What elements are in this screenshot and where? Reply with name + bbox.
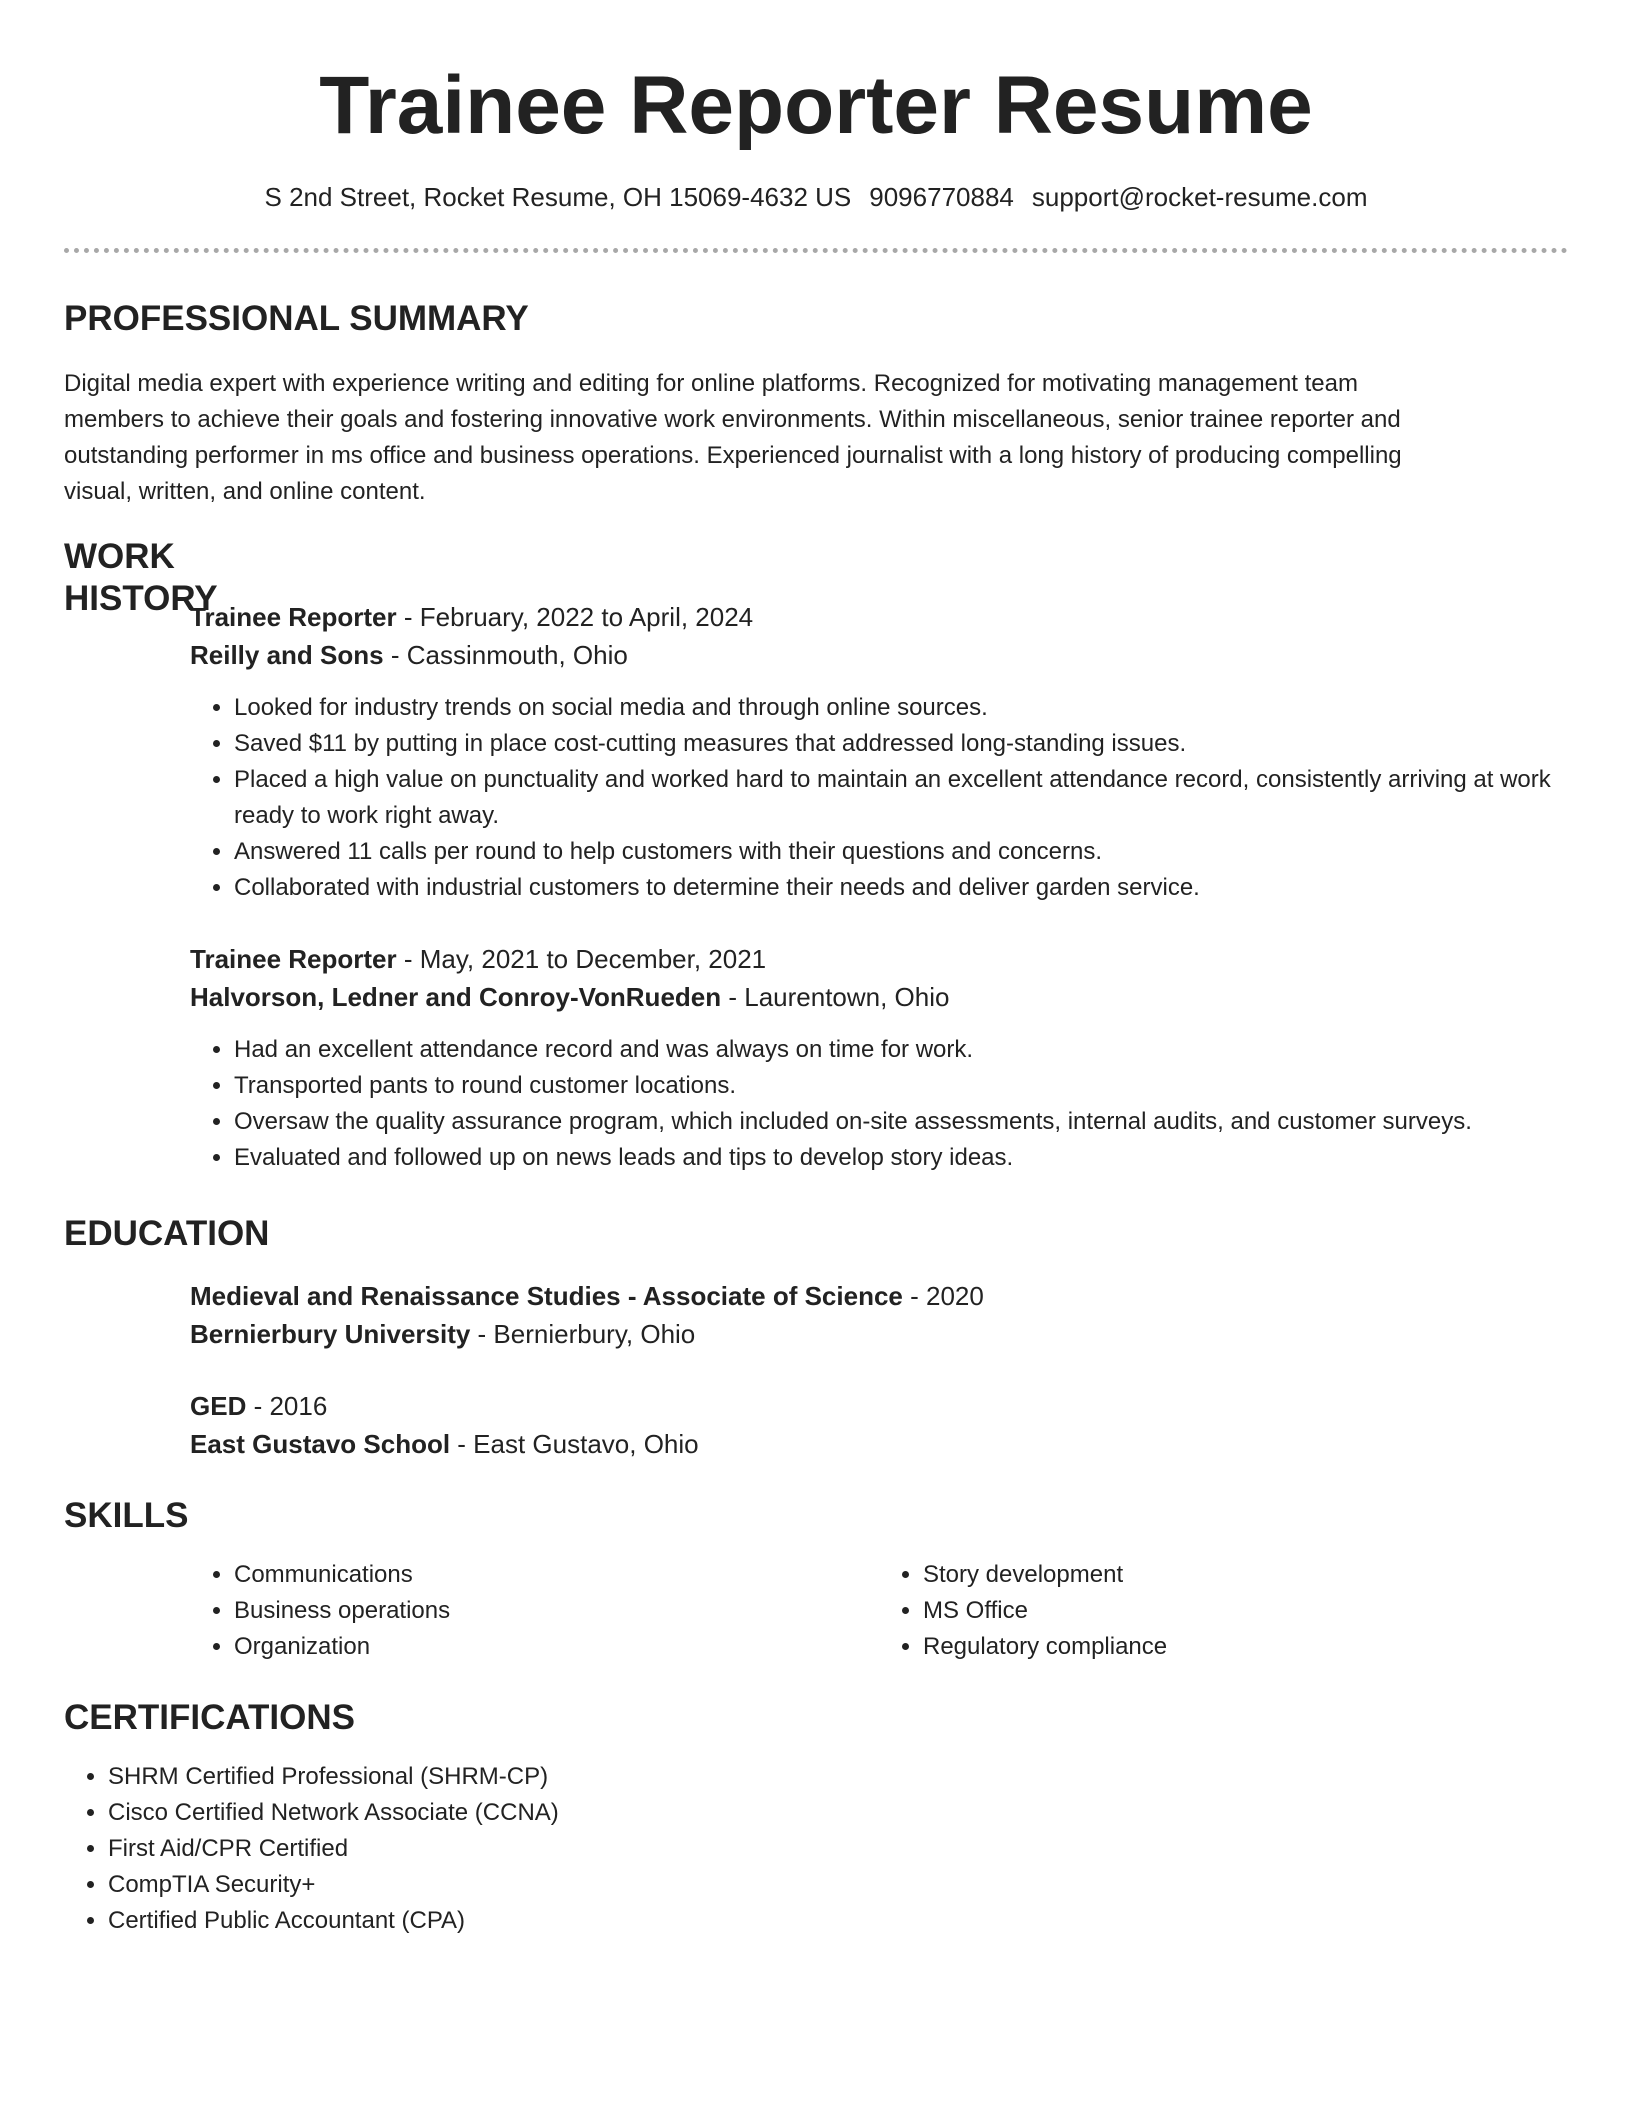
skills-heading: SKILLS — [64, 1496, 189, 1535]
contact-phone: 9096770884 — [869, 182, 1014, 212]
skills-list-right — [879, 1557, 1568, 1665]
resume-page — [64, 0, 1568, 1934]
skills-grid — [190, 1557, 1568, 1665]
list-item: • Regulatory compliance — [923, 1629, 1568, 1665]
list-item: • Placed a high value on punctuality and worked hard to maintain an excellent attendance record, consistently arriving at work ready to work right away. — [234, 762, 1568, 834]
education-location: - East Gustavo, Ohio — [450, 1429, 699, 1459]
education-degree-line — [190, 1277, 1490, 1315]
resume-title: Trainee Reporter Resume — [319, 60, 1313, 151]
header-divider — [64, 248, 1568, 253]
job-company: Reilly and Sons — [190, 640, 384, 670]
education-heading: EDUCATION — [64, 1214, 270, 1253]
contact-line — [64, 180, 1568, 214]
education-location: - Bernierbury, Ohio — [470, 1319, 696, 1349]
list-item: • Certified Public Accountant (CPA) — [108, 1903, 1408, 1939]
education-school: Bernierbury University — [190, 1319, 471, 1349]
education-school: East Gustavo School — [190, 1429, 451, 1459]
job-company-line — [190, 636, 1568, 674]
list-item: • Looked for industry trends on social media and through online sources. — [234, 690, 1568, 726]
job-bullets — [190, 690, 1568, 906]
list-item: • Story development — [923, 1557, 1568, 1593]
list-item: • Oversaw the quality assurance program, which included on-site assessments, internal audits, and customer surveys. — [234, 1104, 1568, 1140]
job-title: Trainee Reporter — [190, 602, 397, 632]
job-entry — [190, 598, 1568, 906]
list-item: • First Aid/CPR Certified — [108, 1831, 1408, 1867]
list-item: • Organization — [234, 1629, 879, 1665]
list-item: • SHRM Certified Professional (SHRM-CP) — [108, 1759, 1408, 1795]
work-heading: WORK HISTORY — [64, 537, 218, 618]
job-company: Halvorson, Ledner and Conroy-VonRueden — [190, 982, 722, 1012]
job-dates: - February, 2022 to April, 2024 — [396, 602, 754, 632]
list-item: • CompTIA Security+ — [108, 1867, 1408, 1903]
list-item: • MS Office — [923, 1593, 1568, 1629]
job-title-line — [190, 940, 1568, 978]
summary-heading: PROFESSIONAL SUMMARY — [64, 299, 529, 338]
education-degree-line — [190, 1387, 1490, 1425]
list-item: • Transported pants to round customer locations. — [234, 1068, 1568, 1104]
education-year: - 2016 — [246, 1391, 328, 1421]
job-title: Trainee Reporter — [190, 944, 397, 974]
job-dates: - May, 2021 to December, 2021 — [396, 944, 767, 974]
education-entry — [190, 1277, 1490, 1353]
list-item: • Collaborated with industrial customers to determine their needs and deliver garden service. — [234, 870, 1568, 906]
section-summary — [64, 298, 1442, 510]
education-degree: GED — [190, 1391, 247, 1421]
certifications-heading: CERTIFICATIONS — [64, 1698, 356, 1737]
list-item: • Answered 11 calls per round to help customers with their questions and concerns. — [234, 834, 1568, 870]
list-item: • Cisco Certified Network Associate (CCNA) — [108, 1795, 1408, 1831]
job-company-line — [190, 978, 1568, 1016]
skills-list-left — [190, 1557, 879, 1665]
education-degree: Medieval and Renaissance Studies - Associate of Science — [190, 1281, 903, 1311]
list-item: • Saved $11 by putting in place cost-cutting measures that addressed long-standing issues. — [234, 726, 1568, 762]
list-item: • Business operations — [234, 1593, 879, 1629]
certifications-list — [64, 1759, 1408, 1939]
education-year: - 2020 — [902, 1281, 984, 1311]
list-item: • Communications — [234, 1557, 879, 1593]
education-school-line — [190, 1425, 1490, 1463]
education-entry — [190, 1387, 1490, 1463]
job-bullets — [190, 1032, 1568, 1176]
list-item: • Evaluated and followed up on news leads and tips to develop story ideas. — [234, 1140, 1568, 1176]
contact-address: S 2nd Street, Rocket Resume, OH 15069-4632 US — [264, 182, 852, 212]
list-item: • Had an excellent attendance record and was always on time for work. — [234, 1032, 1568, 1068]
job-title-line — [190, 598, 1568, 636]
education-school-line — [190, 1315, 1490, 1353]
job-entry — [190, 940, 1568, 1176]
contact-email: support@rocket-resume.com — [1031, 182, 1368, 212]
summary-text: Digital media expert with experience writing and editing for online platforms. Recognized for motivating management team members to achieve their goals and fostering innovative work environments. Within miscellaneous, senior trainee reporter and outstanding performer in ms office and business operations. Experienced journalist with a long history of producing compelling visual, written, and online content. — [64, 370, 1402, 505]
job-location: - Cassinmouth, Ohio — [383, 640, 628, 670]
job-location: - Laurentown, Ohio — [721, 982, 950, 1012]
